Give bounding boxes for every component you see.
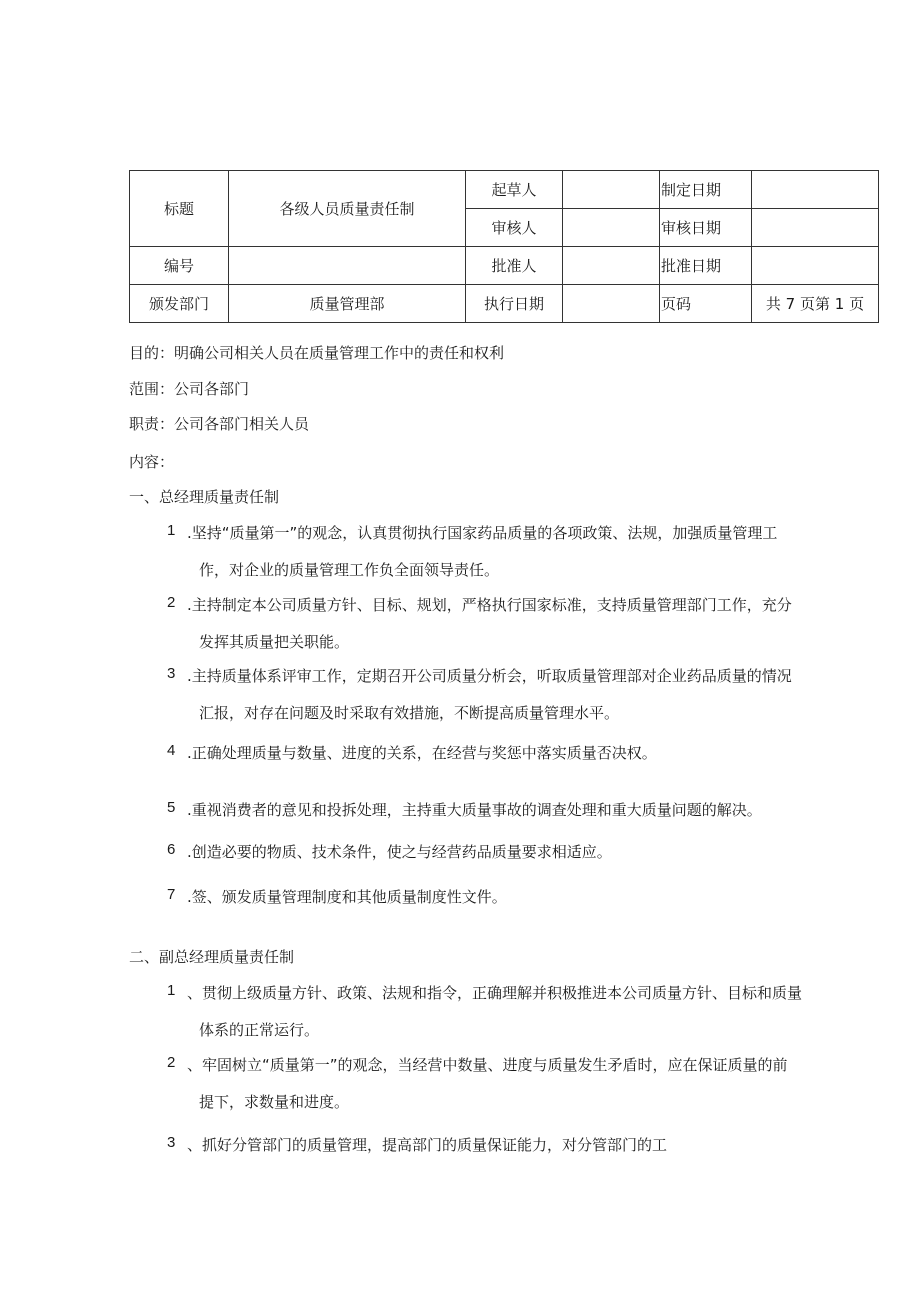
item-text: .正确处理质量与数量、进度的关系，在经营与奖惩中落实质量否决权。 — [187, 744, 657, 762]
review-date-label: 审核日期 — [660, 209, 752, 247]
effective-date-value — [563, 285, 660, 323]
item-text-continued: 发挥其质量把关职能。 — [199, 633, 350, 651]
drafter-label: 起草人 — [466, 171, 563, 209]
item-text: .签、颁发质量管理制度和其他质量制度性文件。 — [187, 888, 507, 906]
approver-label: 批准人 — [466, 247, 563, 285]
item-text: .主持制定本公司质量方针、目标、规划，严格执行国家标准，支持质量管理部门工作，充分 — [187, 596, 792, 614]
item-text: .重视消费者的意见和投拆处理，主持重大质量事故的调查处理和重大质量问题的解决。 — [187, 801, 762, 819]
item-text-continued: 作，对企业的质量管理工作负全面领导责任。 — [199, 561, 500, 579]
title-value: 各级人员质量责任制 — [229, 171, 466, 247]
scope-line: 范围：公司各部门 — [129, 380, 250, 398]
item-text: 、抓好分管部门的质量管理，提高部门的质量保证能力，对分管部门的工 — [187, 1136, 668, 1154]
draft-date-value — [752, 171, 879, 209]
dept-value: 质量管理部 — [229, 285, 466, 323]
header-row-1 — [130, 171, 879, 209]
item-number: 7 — [167, 886, 176, 903]
item-text-continued: 汇报，对存在问题及时采取有效措施，不断提高质量管理水平。 — [199, 704, 620, 722]
item-number: 1 — [167, 522, 176, 539]
header-row-4 — [130, 285, 879, 323]
review-date-value — [752, 209, 879, 247]
item-number: 5 — [167, 799, 176, 816]
item-text: 、贯彻上级质量方针、政策、法规和指令，正确理解并积极推进本公司质量方针、目标和质量 — [187, 984, 803, 1002]
item-number: 3 — [167, 1134, 176, 1151]
page-label: 页码 — [660, 285, 752, 323]
item-text: 、牢固树立“质量第一”的观念，当经营中数量、进度与质量发生矛盾时，应在保证质量的前 — [187, 1056, 788, 1074]
header-row-3 — [130, 247, 879, 285]
approve-date-label: 批准日期 — [660, 247, 752, 285]
draft-date-label: 制定日期 — [660, 171, 752, 209]
item-number: 1 — [167, 982, 176, 999]
title-label: 标题 — [130, 171, 229, 247]
approve-date-value — [752, 247, 879, 285]
item-number: 4 — [167, 742, 176, 759]
approver-value — [563, 247, 660, 285]
document-header-table — [129, 170, 879, 323]
dept-label: 颁发部门 — [130, 285, 229, 323]
duty-line: 职责：公司各部门相关人员 — [129, 415, 310, 433]
item-number: 6 — [167, 841, 176, 858]
item-text: .坚持“质量第一”的观念，认真贯彻执行国家药品质量的各项政策、法规，加强质量管理工 — [187, 524, 778, 542]
effective-date-label: 执行日期 — [466, 285, 563, 323]
content-label: 内容： — [129, 453, 175, 471]
reviewer-value — [563, 209, 660, 247]
code-label: 编号 — [130, 247, 229, 285]
item-text: .创造必要的物质、技术条件，使之与经营药品质量要求相适应。 — [187, 843, 612, 861]
item-number: 2 — [167, 1054, 176, 1071]
item-number: 3 — [167, 665, 176, 682]
page-value: 共 7 页第 1 页 — [752, 285, 879, 323]
drafter-value — [563, 171, 660, 209]
item-text-continued: 提下，求数量和进度。 — [199, 1093, 350, 1111]
reviewer-label: 审核人 — [466, 209, 563, 247]
item-number: 2 — [167, 594, 176, 611]
code-value — [229, 247, 466, 285]
item-text: .主持质量体系评审工作，定期召开公司质量分析会，听取质量管理部对企业药品质量的情况 — [187, 667, 792, 685]
section2-heading: 二、副总经理质量责任制 — [129, 948, 295, 966]
section1-heading: 一、总经理质量责任制 — [129, 488, 280, 506]
item-text-continued: 体系的正常运行。 — [199, 1021, 320, 1039]
purpose-line: 目的：明确公司相关人员在质量管理工作中的责任和权利 — [129, 344, 505, 362]
